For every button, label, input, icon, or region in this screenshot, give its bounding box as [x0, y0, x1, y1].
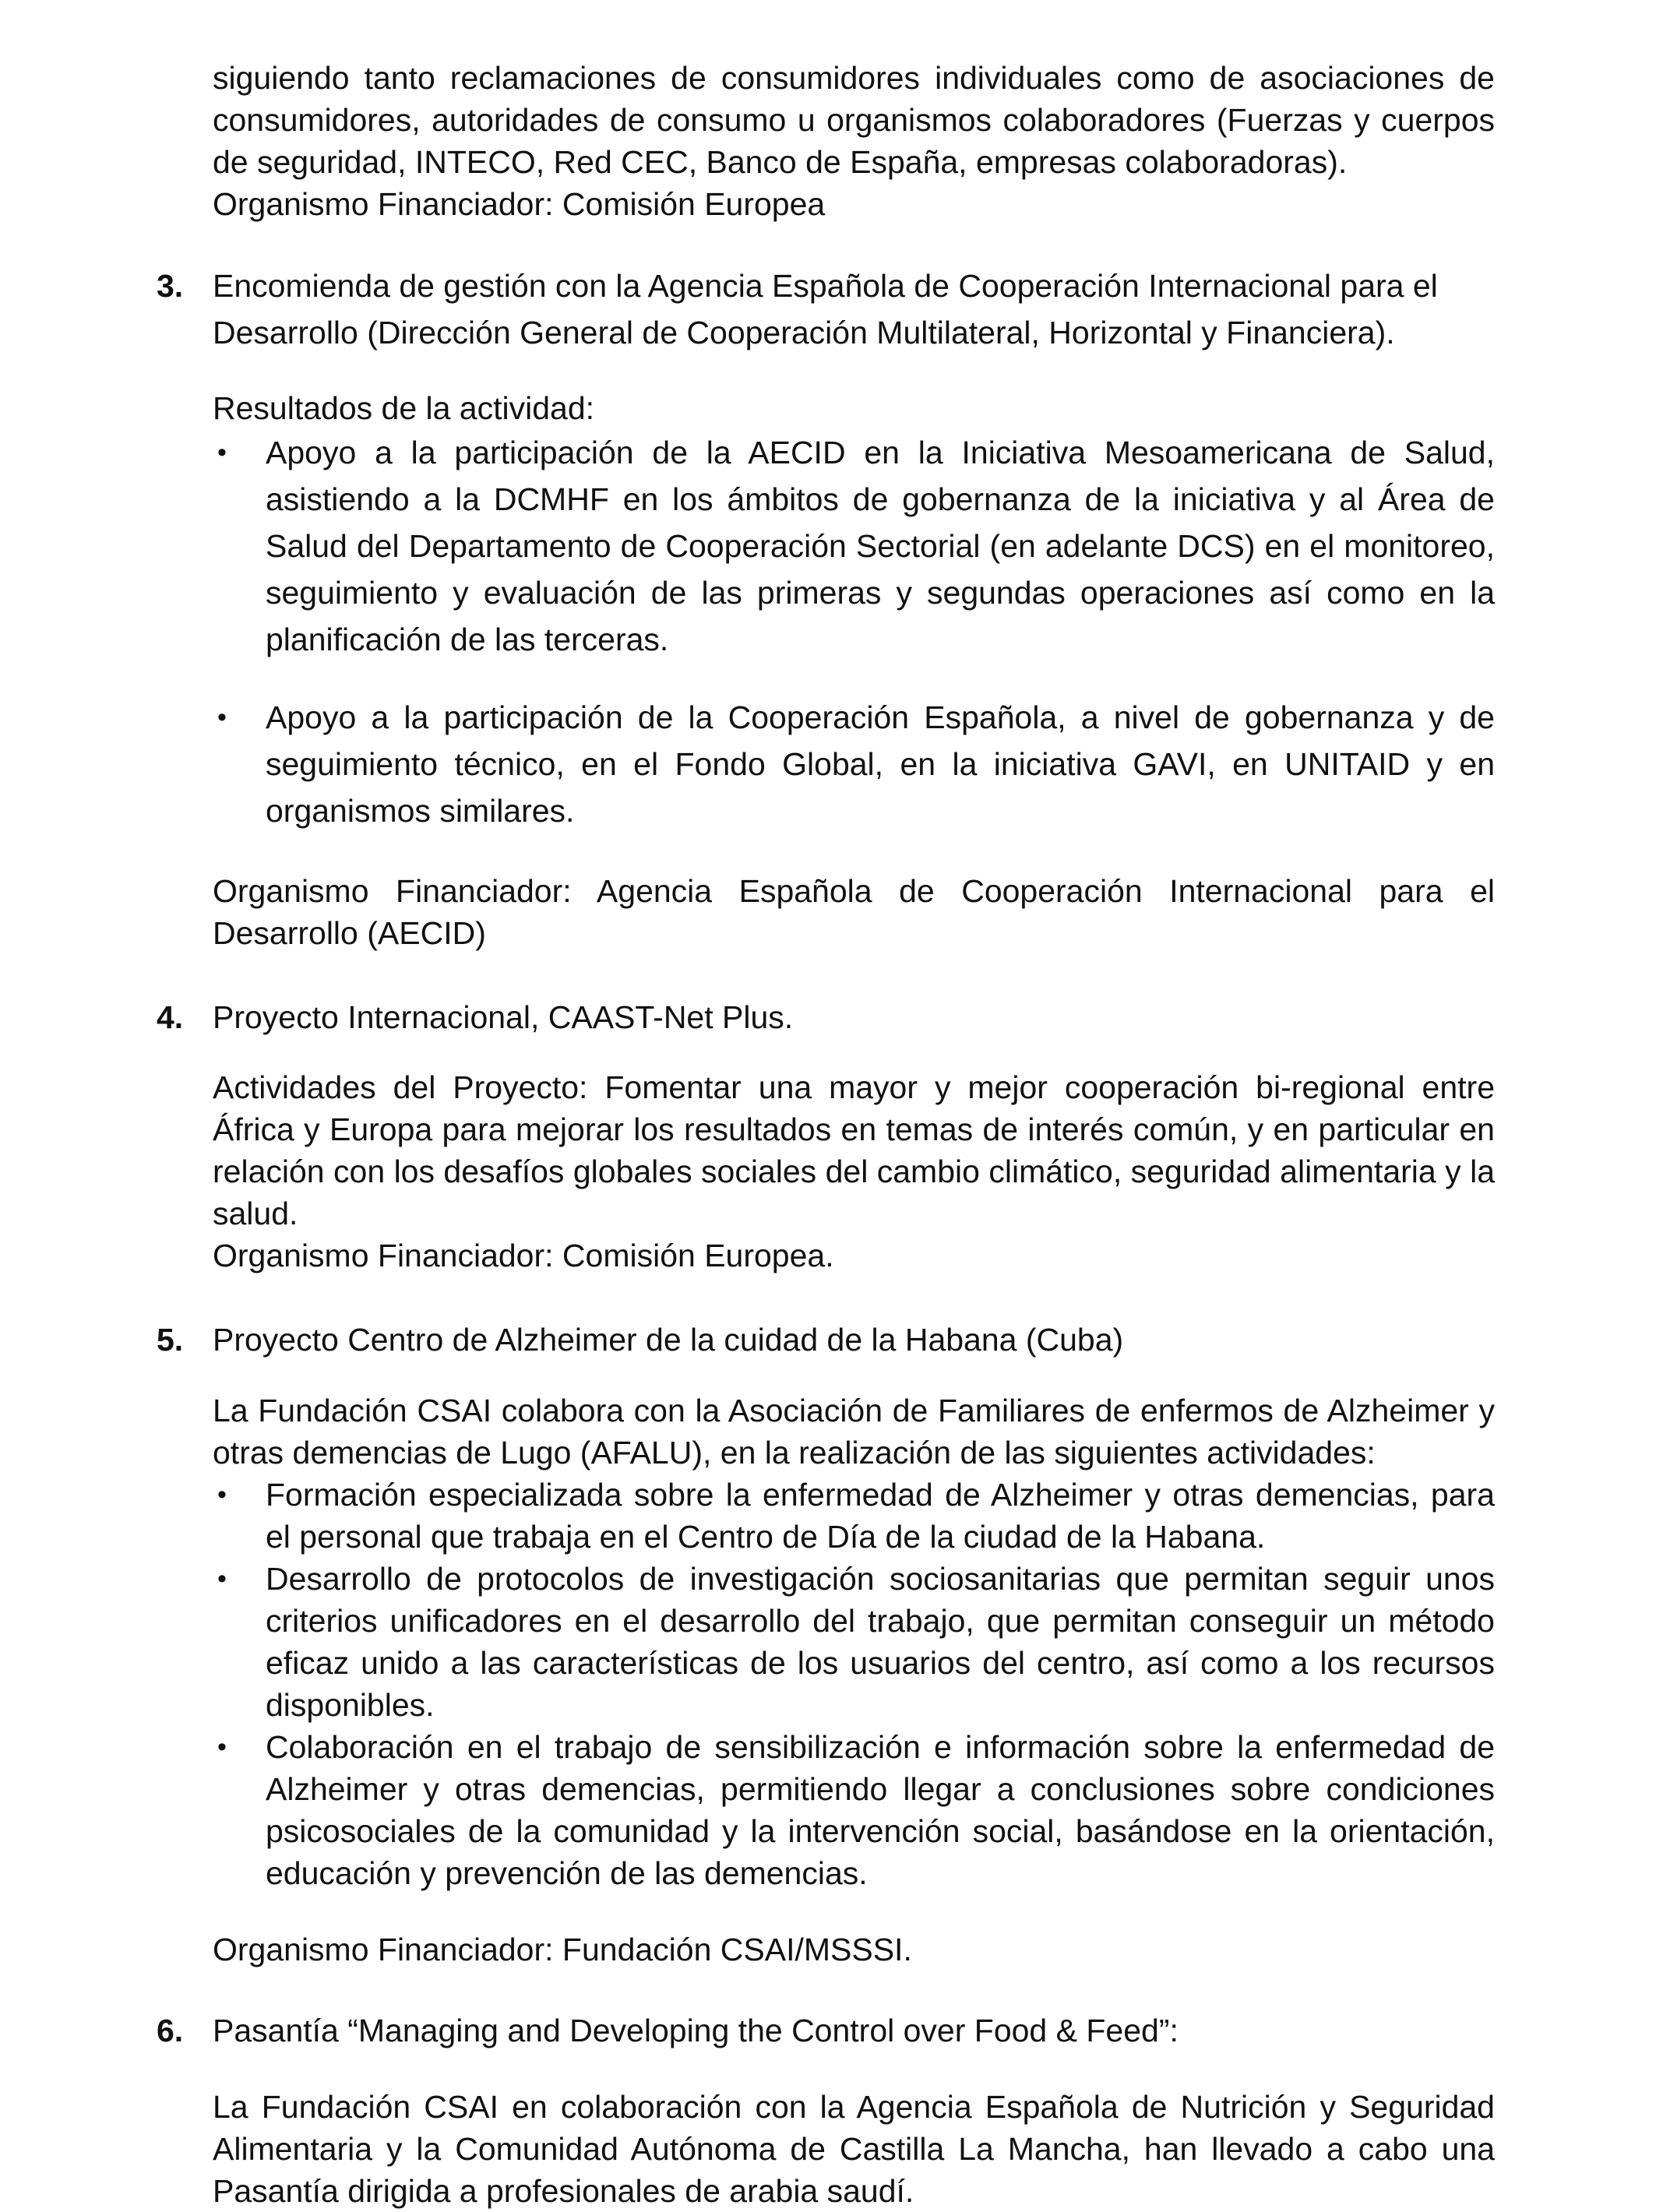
section-body: Actividades del Proyecto: Fomentar una mayor y mejor cooperación bi-regional entre África y Europa para mejorar los resultados en temas de interés común, y en particular en relación con los desafíos globales sociales del cambio climático, seguridad alimentaria y la salud.	[213, 1069, 1495, 1231]
section-3	[157, 262, 1495, 954]
bullet-icon: •	[217, 438, 227, 467]
bullet-icon: •	[217, 1732, 227, 1762]
list-item	[213, 1726, 1495, 1894]
section-6	[157, 2009, 1495, 2212]
section-title: Encomienda de gestión con la Agencia Española de Cooperación Internacional para el Desarrollo (Dirección General de Cooperación Multilateral, Horizontal y Financiera).	[213, 268, 1438, 350]
bullet-icon: •	[217, 1480, 227, 1509]
section-funder: Organismo Financiador: Comisión Europea.	[213, 1238, 834, 1273]
section-number: 5.	[157, 1322, 184, 1358]
section-title: Proyecto Centro de Alzheimer de la cuidad de la Habana (Cuba)	[213, 1322, 1124, 1358]
section-bullet-list	[213, 429, 1495, 834]
section-4	[157, 996, 1495, 1277]
section-title: Proyecto Internacional, CAAST-Net Plus.	[213, 999, 794, 1035]
section-body: La Fundación CSAI colabora con la Asociación de Familiares de enfermos de Alzheimer y otras demencias de Lugo (AFALU), en la realización de las siguientes actividades:	[213, 1393, 1495, 1471]
section-title: Pasantía “Managing and Developing the Control over Food & Feed”:	[213, 2013, 1179, 2048]
section-number: 3.	[157, 268, 184, 304]
list-item-text: Apoyo a la participación de la Cooperación Española, a nivel de gobernanza y de seguimiento técnico, en el Fondo Global, en la iniciativa GAVI, en UNITAID y en organismos similares.	[266, 699, 1495, 829]
intro-block	[213, 57, 1495, 225]
bullet-icon: •	[217, 703, 227, 732]
list-item	[213, 429, 1495, 663]
list-item	[213, 1474, 1495, 1558]
list-item-text: Colaboración en el trabajo de sensibilización e información sobre la enfermedad de Alzheimer y otras demencias, permitiendo llegar a conclusiones sobre condiciones psicosociales de la comunidad y la intervención social, basándose en la orientación, educación y prevención de las demencias.	[266, 1729, 1495, 1891]
intro-funder: Organismo Financiador: Comisión Europea	[213, 186, 826, 222]
section-funder: Organismo Financiador: Fundación CSAI/MSSSI.	[213, 1932, 912, 1967]
page-content	[157, 57, 1495, 2212]
section-body: La Fundación CSAI en colaboración con la Agencia Española de Nutrición y Seguridad Alimentaria y la Comunidad Autónoma de Castilla La Mancha, han llevado a cabo una Pasantía dirigida a profesionales de arabia saudí.	[213, 2089, 1495, 2209]
section-number: 4.	[157, 999, 184, 1035]
list-item-text: Apoyo a la participación de la AECID en la Iniciativa Mesoamericana de Salud, asistiendo a la DCMHF en los ámbitos de gobernanza de la iniciativa y al Área de Salud del Departamento de Cooperación Sectorial (en adelante DCS) en el monitoreo, seguimiento y evaluación de las primeras y segundas operaciones así como en la planificación de las terceras.	[266, 435, 1495, 657]
section-5	[157, 1319, 1495, 1971]
intro-paragraph: siguiendo tanto reclamaciones de consumidores individuales como de asociaciones de consumidores, autoridades de consumo u organismos colaboradores (Fuerzas y cuerpos de seguridad, INTECO, Red CEC, Banco de España, empresas colaboradoras).	[213, 60, 1495, 180]
section-bullet-list	[213, 1474, 1495, 1894]
list-item-text: Desarrollo de protocolos de investigación sociosanitarias que permitan seguir unos criterios unificadores en el desarrollo del trabajo, que permitan conseguir un método eficaz unido a las características de los usuarios del centro, así como a los recursos disponibles.	[266, 1561, 1495, 1723]
section-subheading: Resultados de la actividad:	[213, 390, 595, 426]
list-item	[213, 1558, 1495, 1726]
list-item-text: Formación especializada sobre la enfermedad de Alzheimer y otras demencias, para el personal que trabaja en el Centro de Día de la ciudad de la Habana.	[266, 1477, 1495, 1555]
list-item	[213, 694, 1495, 834]
bullet-icon: •	[217, 1564, 227, 1594]
section-number: 6.	[157, 2013, 184, 2048]
section-funder: Organismo Financiador: Agencia Española de Cooperación Internacional para el Desarrollo (AECID)	[213, 873, 1495, 951]
